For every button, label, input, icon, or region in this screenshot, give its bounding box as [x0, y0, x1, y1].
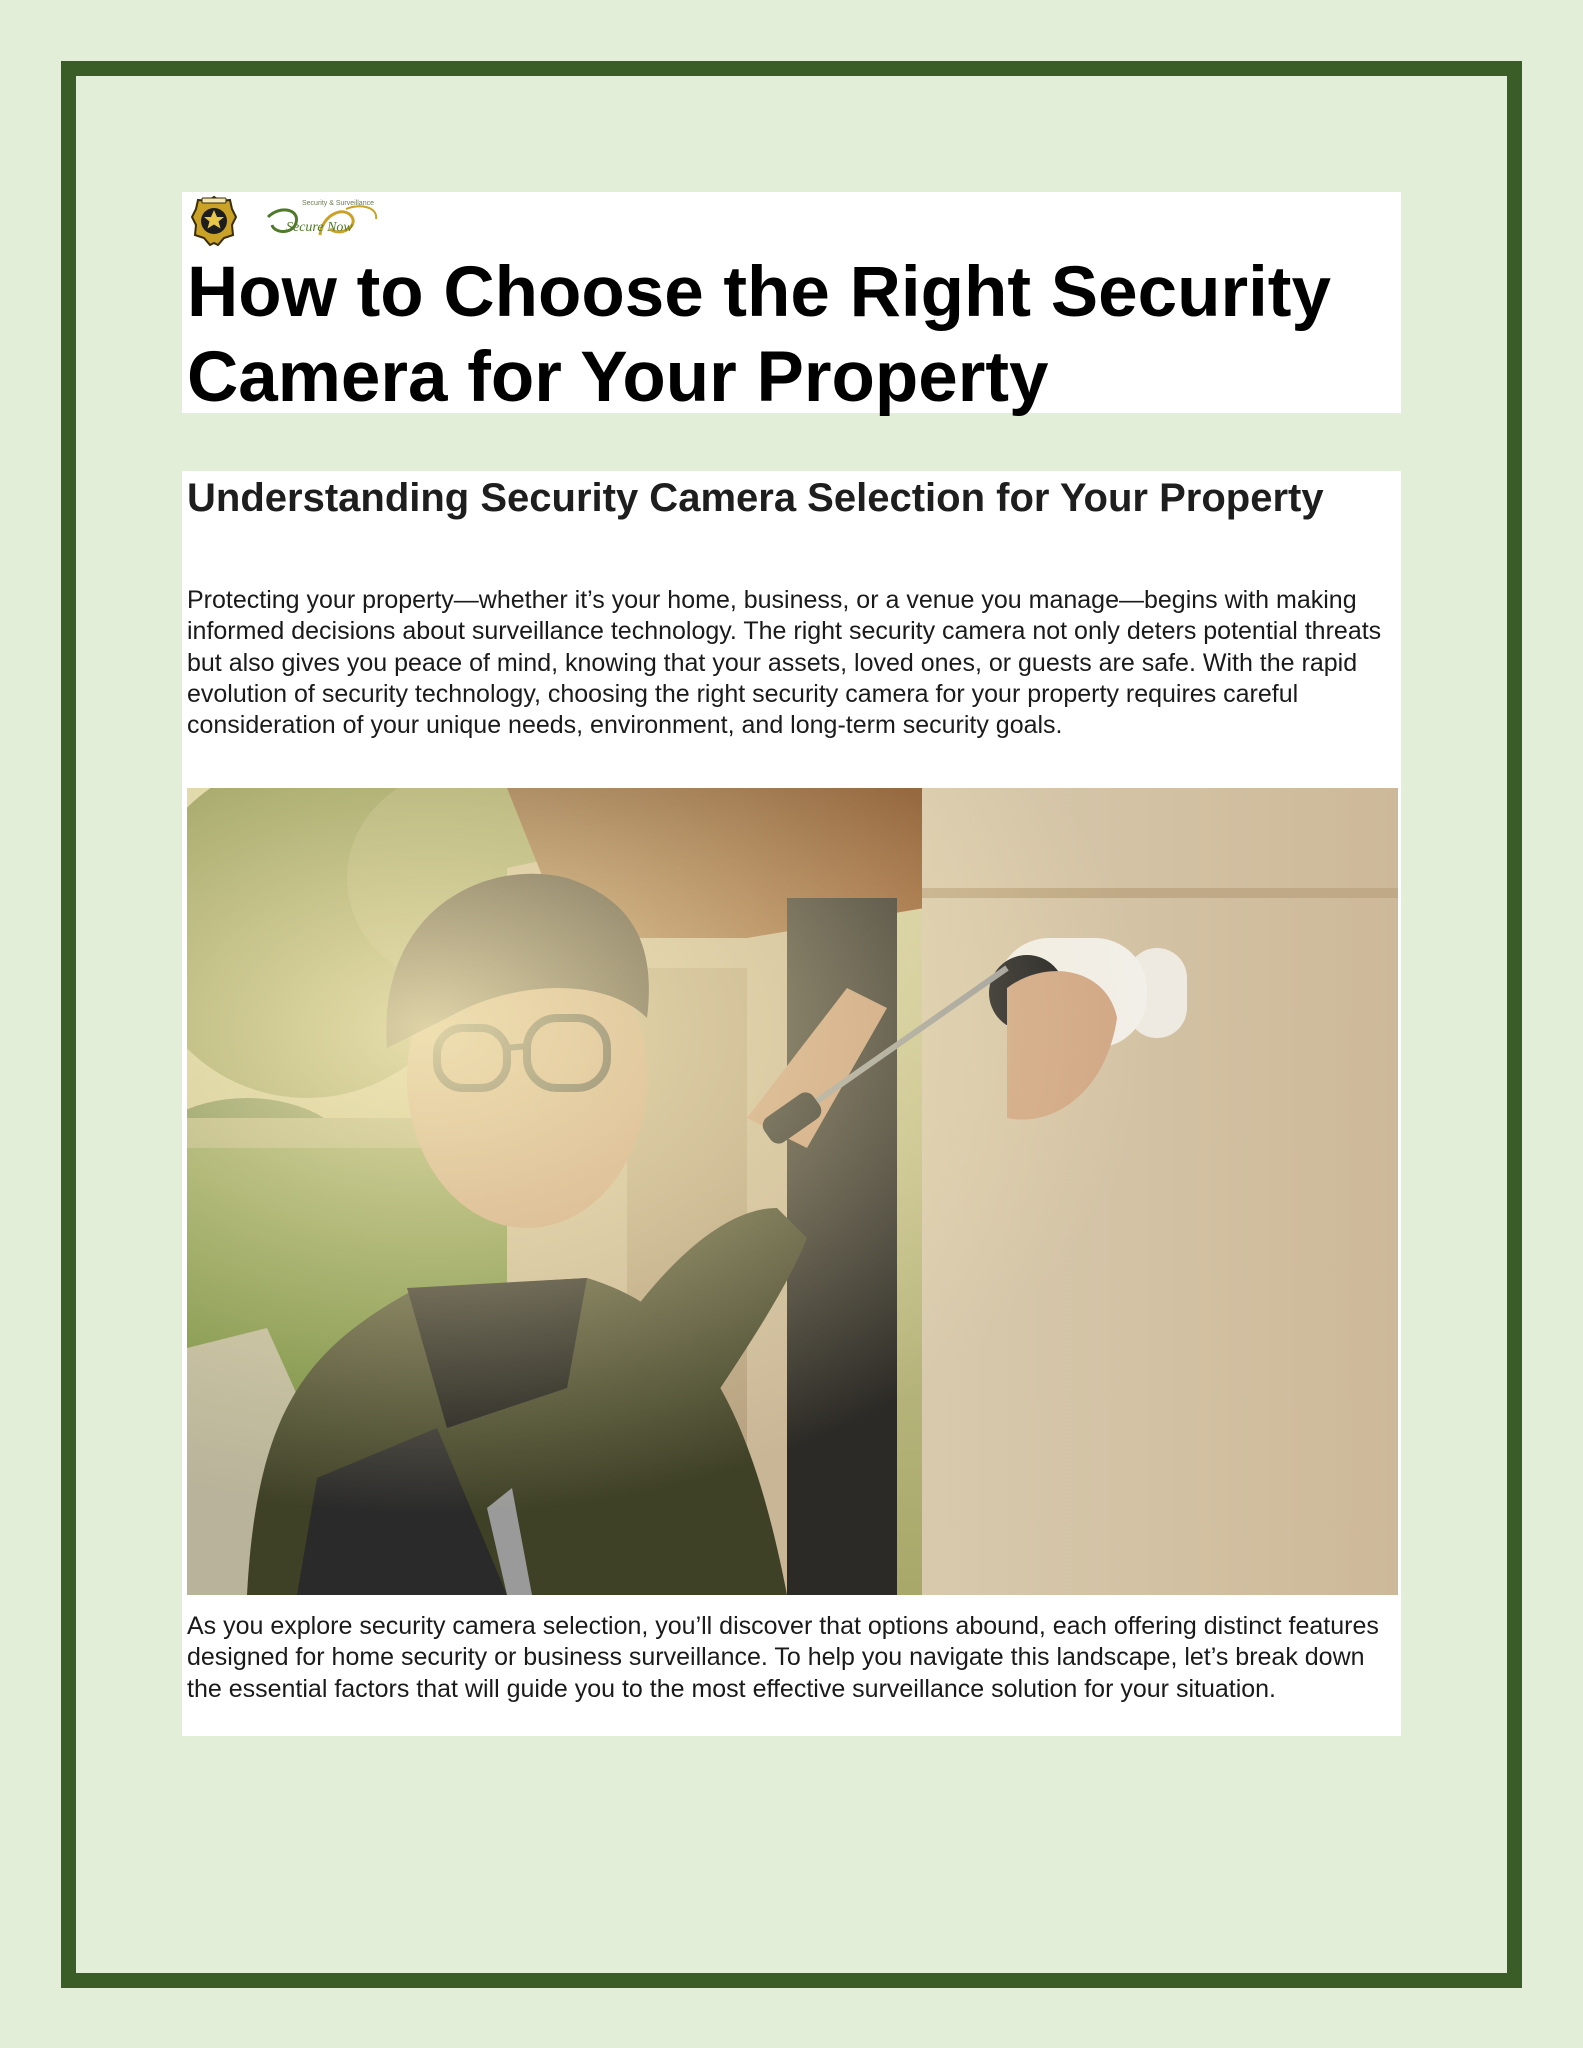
header-block — [182, 192, 1401, 417]
closing-paragraph: As you explore security camera selection, you’ll discover that options abound, each offering distinct features designed for home security or business surveillance. To help you navigate this landscape, let’s break down the essential factors that will guide you to the most effective surveillance solution for your situation. — [187, 1612, 1379, 1703]
logo-wordmark-text: Secure Now — [286, 220, 353, 235]
person-installing-security-camera-photo — [187, 788, 1398, 1595]
article-body — [182, 471, 1401, 1736]
intro-paragraph: Protecting your property—whether it’s your home, business, or a venue you manage—begins with making informed decisions about surveillance technology. The right security camera not only deters potential threats but also gives you peace of mind, knowing that your assets, loved ones, or guests are safe. With the rapid evolution of security technology, choosing the right security camera for your property requires careful consideration of your unique needs, environment, and long-term security goals. — [187, 586, 1382, 740]
police-star-badge-icon — [190, 195, 238, 247]
logo-row — [190, 195, 430, 247]
section-heading: Understanding Security Camera Selection for Your Property — [187, 476, 1324, 520]
page-title: How to Choose the Right Security Camera for Your Property — [187, 253, 1331, 417]
logo-tagline: Security & Surveillance — [302, 200, 374, 207]
secure-now-wordmark-logo — [260, 195, 410, 245]
